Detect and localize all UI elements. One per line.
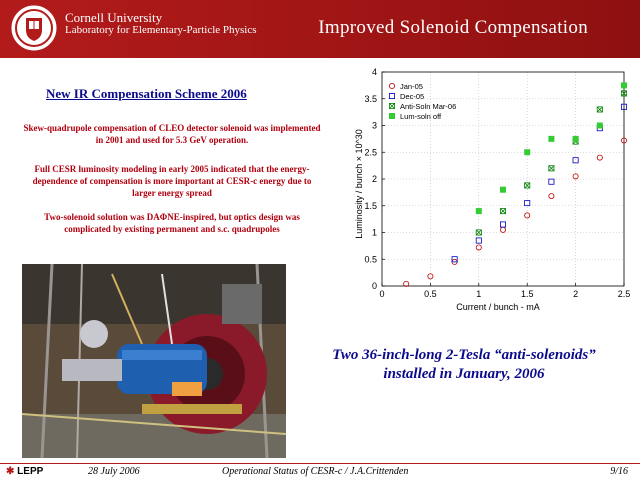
x-tick-label: 1.5 [520, 289, 534, 299]
caption-line-1: Two 36-inch-long 2-Tesla “anti-solenoids” [332, 347, 596, 363]
y-tick-label: 4 [371, 67, 377, 77]
data-point [597, 123, 602, 128]
data-point [597, 107, 602, 112]
y-tick-label: 0.5 [364, 254, 377, 265]
data-point [389, 103, 394, 108]
paragraph-two-solenoid: Two-solenoid solution was DAΦNE-inspired, but optics design was complicated by existing permanent and s.c. quadrupoles [44, 212, 300, 234]
data-point [389, 83, 394, 88]
lepp-logo-text: LEPP [17, 466, 44, 477]
luminosity-chart-svg [340, 64, 640, 322]
y-tick-label: 2.5 [364, 147, 377, 158]
photo-caption [290, 346, 638, 384]
slide-title: Improved Solenoid Compensation [318, 17, 588, 38]
footer-title: Operational Status of CESR-c / J.A.Crittenden [222, 466, 409, 477]
data-point [549, 136, 554, 141]
data-point [573, 136, 578, 141]
legend-label: Anti-Soln Mar-06 [400, 102, 457, 111]
x-tick-label: 0.5 [424, 289, 437, 299]
university-name: Cornell University [65, 10, 163, 25]
logo-star-icon: ✱ [6, 466, 15, 477]
data-point [549, 179, 554, 184]
data-point [549, 194, 554, 199]
cornell-seal-icon [10, 4, 58, 52]
footer [0, 463, 640, 481]
x-tick-label: 2 [573, 289, 579, 299]
x-tick-label: 1 [476, 289, 482, 299]
legend-label: Lum-soln off [400, 112, 442, 121]
paragraph-luminosity-modeling: Full CESR luminosity modeling in early 2005 indicated that the energy-dependence of compensation is more important at CESR-c energy due to larger energy spread [32, 164, 312, 198]
page-number: 9/16 [610, 466, 628, 477]
y-axis-label: Luminosity / bunch × 10^30 [354, 129, 364, 239]
paragraph-skew-quad: Skew-quadrupole compensation of CLEO detector solenoid was implemented in 2001 and used for 5.3 GeV operation. [23, 123, 321, 145]
anti-solenoid-photo [22, 264, 286, 458]
y-tick-label: 3.5 [364, 93, 377, 104]
luminosity-chart [340, 64, 640, 322]
header-bar [0, 0, 640, 58]
y-tick-label: 1.5 [364, 200, 377, 211]
data-point [500, 222, 505, 227]
legend-label: Dec-05 [400, 92, 425, 101]
legend-label: Jan-05 [400, 82, 423, 91]
data-point [549, 166, 554, 171]
data-point [500, 187, 505, 192]
footer-date: 28 July 2006 [88, 466, 140, 477]
lepp-logo [6, 466, 43, 477]
data-point [500, 209, 505, 214]
data-point [597, 155, 602, 160]
data-point [500, 227, 505, 232]
section-heading: New IR Compensation Scheme 2006 [46, 86, 247, 101]
y-tick-label: 2 [371, 174, 377, 184]
data-point [476, 209, 481, 214]
data-point [389, 113, 394, 118]
data-point [525, 150, 530, 155]
data-point [389, 93, 394, 98]
caption-line-2: installed in January, 2006 [383, 366, 545, 382]
x-tick-label: 0 [379, 289, 385, 299]
y-tick-label: 3 [371, 120, 377, 131]
y-tick-label: 0 [371, 281, 377, 291]
data-point [621, 83, 626, 88]
laboratory-name: Laboratory for Elementary-Particle Physics [65, 24, 257, 36]
x-axis-label: Current / bunch - mA [456, 302, 540, 312]
y-tick-label: 1 [371, 227, 377, 238]
x-tick-label: 2.5 [617, 289, 631, 299]
